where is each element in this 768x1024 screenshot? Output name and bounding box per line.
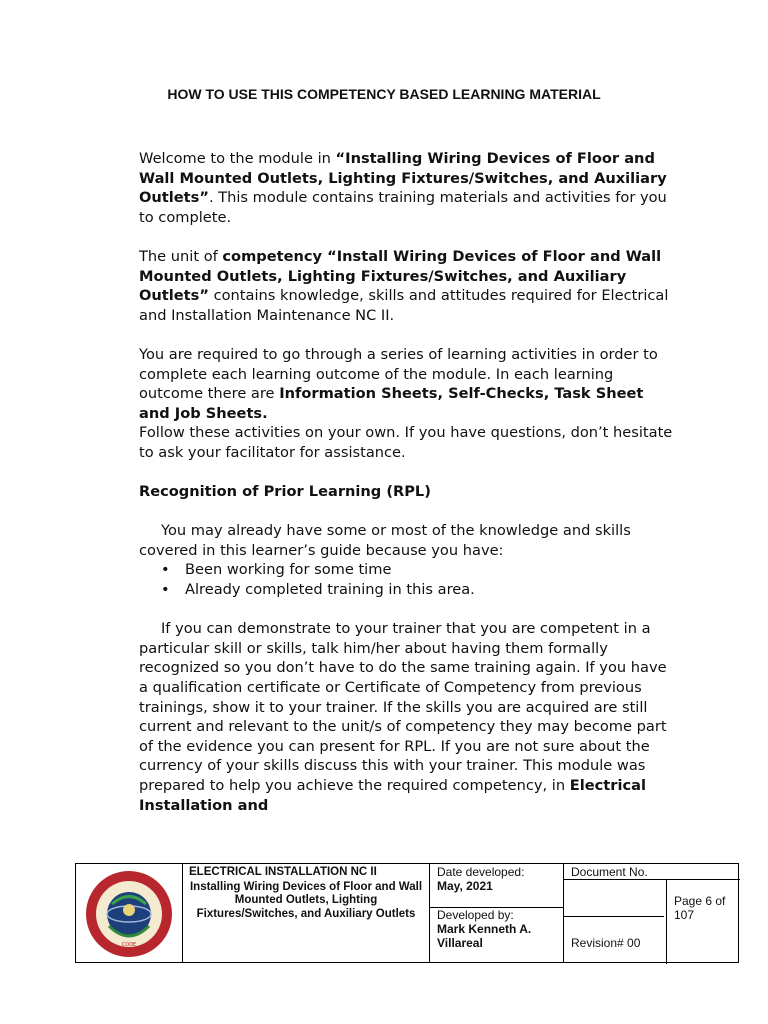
seal-text: CODE [121, 942, 137, 948]
rpl-detail-bold: Electrical Installation and [139, 777, 646, 814]
competency-name-line1: competency “Install Wiring Devices of Floor and Wall [222, 247, 662, 265]
school-seal-icon [76, 864, 183, 964]
welcome-paragraph [139, 149, 674, 227]
welcome-text-end: . This module contains training materials and activities for you to complete. [139, 189, 667, 226]
developer-label: Developed by: [437, 908, 514, 922]
competency-text-end: contains knowledge, skills and attitudes required for Electrical and Installation Maintenance NC II. [139, 287, 669, 324]
document-footer-table [75, 863, 739, 963]
rpl-intro-paragraph: You may already have some or most of the knowledge and skills covered in this learner’s guide because you have: [139, 522, 631, 559]
list-item [139, 580, 674, 600]
list-item-text: Already completed training in this area. [185, 581, 475, 599]
module-body [139, 149, 674, 815]
rpl-bullet-list [139, 560, 674, 599]
competency-name-line2: Mounted Outlets, Lighting Fixtures/Switches, and Auxiliary Outlets” [139, 267, 627, 305]
date-cell [430, 864, 564, 962]
developer-name: Mark Kenneth A. Villareal [437, 922, 532, 950]
logo-cell [76, 864, 183, 962]
module-name: Installing Wiring Devices of Floor and Wall Mounted Outlets, Lighting Fixtures/Switches, and Auxiliary Outlets [189, 880, 423, 920]
course-name: ELECTRICAL INSTALLATION NC II [189, 866, 377, 878]
rpl-heading: Recognition of Prior Learning (RPL) [139, 483, 431, 501]
rpl-detail-text: If you can demonstrate to your trainer that you are competent in a particular skill or skills, talk him/her about having them formally recognized so you don’t have to do the same training again. If you have a qualification certificate or Certificate of Competency from previous trainings, show it to your trainer. If the skills you are acquired are still current and relevant to the unit/s of competency they may become part of the evidence you can present for RPL. If you are not sure about the currency of your skills discuss this with your trainer. This module was prepared to help you achieve the required competency, in [139, 620, 667, 794]
date-developed-block [430, 864, 563, 908]
list-item [139, 560, 674, 580]
activities-sheets: Information Sheets, Self-Checks, Task Sheet and Job Sheets. [139, 385, 644, 422]
title-cell [183, 864, 430, 962]
page-title: HOW TO USE THIS COMPETENCY BASED LEARNING MATERIAL [167, 86, 601, 102]
competency-paragraph [139, 247, 674, 325]
page-number: Page 6 of 107 [674, 894, 726, 922]
revision-column [564, 880, 667, 964]
activities-text-end: Follow these activities on your own. If you have questions, don’t hesitate to ask your facilitator for assistance. [139, 424, 673, 461]
competency-text: The unit of [139, 247, 223, 265]
document-number-label: Document No. [564, 864, 740, 880]
document-info-cell [564, 864, 740, 962]
welcome-text: Welcome to the module in [139, 150, 336, 167]
date-label: Date developed: [437, 865, 525, 879]
bullet-icon: • [161, 561, 170, 579]
revision-number: Revision# 00 [571, 936, 641, 950]
bullet-icon: • [161, 581, 170, 599]
activities-paragraph [139, 345, 674, 463]
module-name-line2: Wall Mounted Outlets, Lighting Fixtures/Switches, and Auxiliary Outlets” [139, 169, 667, 207]
module-name-line1: “Installing Wiring Devices of Floor and [335, 150, 655, 167]
date-value: May, 2021 [437, 879, 493, 893]
list-item-text: Been working for some time [185, 561, 392, 579]
developed-by-block [430, 908, 563, 950]
divider [564, 916, 664, 917]
rpl-detail-paragraph [139, 619, 674, 815]
activities-text: You are required to go through a series of learning activities in order to complete each learning outcome of the module. In each learning outcome there are [139, 345, 658, 403]
